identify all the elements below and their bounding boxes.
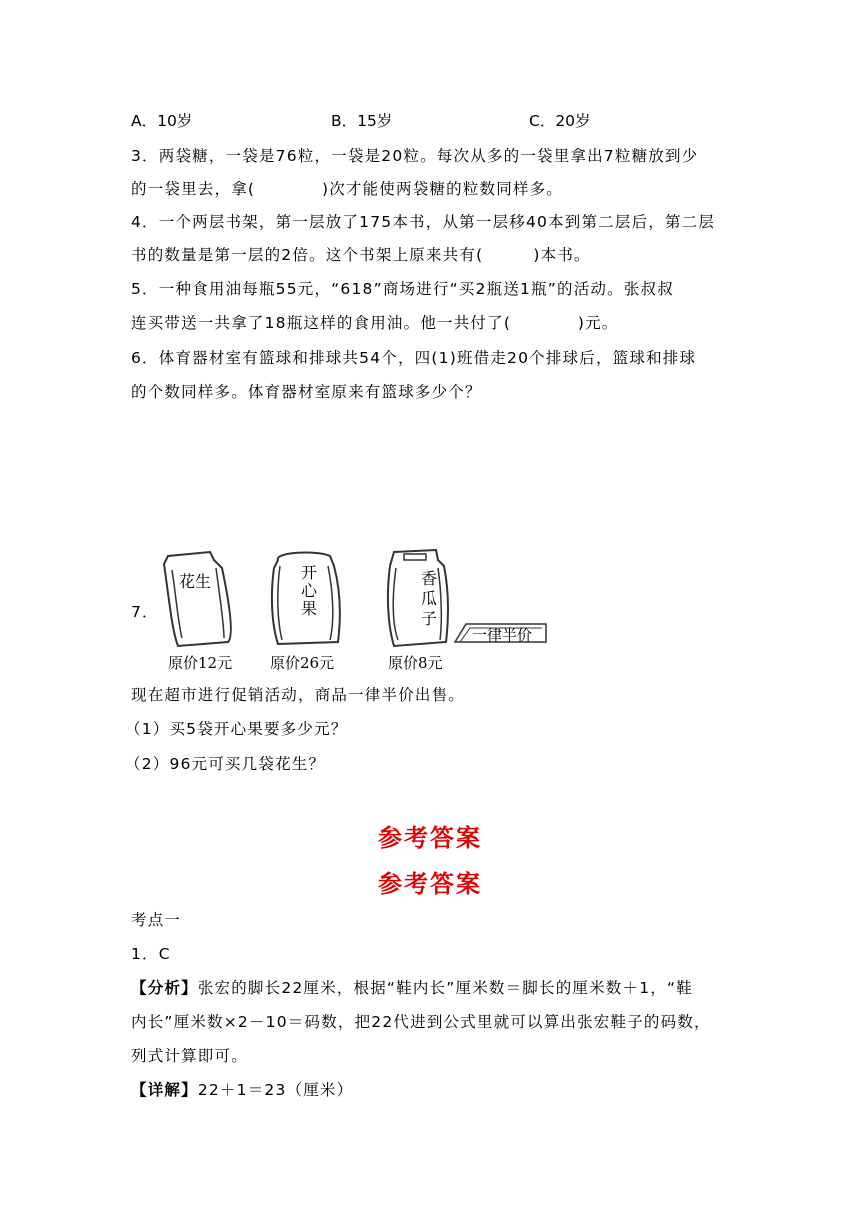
peanut-price: 原价12元 [168,654,233,672]
half-price-sign [455,624,546,644]
question-6-line-1: 6．体育器材室有篮球和排球共54个，四(1)班借走20个排球后，篮球和排球 [131,349,697,367]
question-5-line-1: 5．一种食用油每瓶55元，“618”商场进行“买2瓶送1瓶”的活动。张叔叔 [131,280,674,298]
pistachio-price: 原价26元 [270,654,335,672]
detail-line-1 [131,1080,353,1100]
detail-tag: 【详解】 [131,1081,198,1099]
pistachio-bag-label: 开 心 果 [301,563,318,618]
option-b: B．15岁 [331,112,393,130]
promotion-illustration [150,546,570,676]
answers-heading-1: 参考答案 [378,824,482,852]
half-price-sign-text: 一律半价 [472,626,533,644]
detail-text: 22＋1＝23（厘米） [197,1081,354,1099]
analysis-text-1: 张宏的脚长22厘米，根据“鞋内长”厘米数＝脚长的厘米数＋1，“鞋 [197,979,693,997]
pistachio-bag [272,553,340,644]
answers-section-title: 考点一 [131,911,182,929]
question-7-sub-1: （1）买5袋开心果要多少元？ [125,720,348,738]
question-5-line-2: 连买带送一共拿了18瓶这样的食用油。他一共付了( )元。 [131,314,619,332]
question-3-line-2: 的一袋里去，拿( )次才能使两袋糖的粒数同样多。 [131,180,563,198]
question-6-line-2: 的个数同样多。体育器材室原来有篮球多少个？ [131,383,482,401]
question-7-sub-2: （2）96元可买几袋花生？ [125,755,326,773]
analysis-tag: 【分析】 [131,979,198,997]
analysis-line-1 [131,978,693,998]
melon-seed-bag [388,550,448,646]
option-c: C．20岁 [529,112,591,130]
question-3-line-1: 3．两袋糖，一袋是76粒，一袋是20粒。每次从多的一袋里拿出7粒糖放到少 [131,147,699,165]
option-a: A．10岁 [131,112,193,130]
analysis-line-2: 内长”厘米数×2－10＝码数，把22代进到公式里就可以算出张宏鞋子的码数， [131,1013,711,1031]
analysis-line-3: 列式计算即可。 [131,1047,248,1065]
question-7-number: 7． [131,603,159,621]
peanut-bag-label: 花生 [179,572,212,591]
question-4-line-2: 书的数量是第一层的2倍。这个书架上原来共有( )本书。 [131,246,591,264]
answers-heading-2: 参考答案 [378,870,482,898]
question-4-line-1: 4．一个两层书架，第一层放了175本书，从第一层移40本到第二层后，第二层 [131,213,716,231]
melon-seed-bag-label: 香 瓜 子 [421,569,438,628]
answer-1: 1．C [131,945,171,963]
peanut-bag [164,552,231,646]
question-7-intro: 现在超市进行促销活动，商品一律半价出售。 [131,686,466,704]
melon-seed-price: 原价8元 [388,654,443,672]
